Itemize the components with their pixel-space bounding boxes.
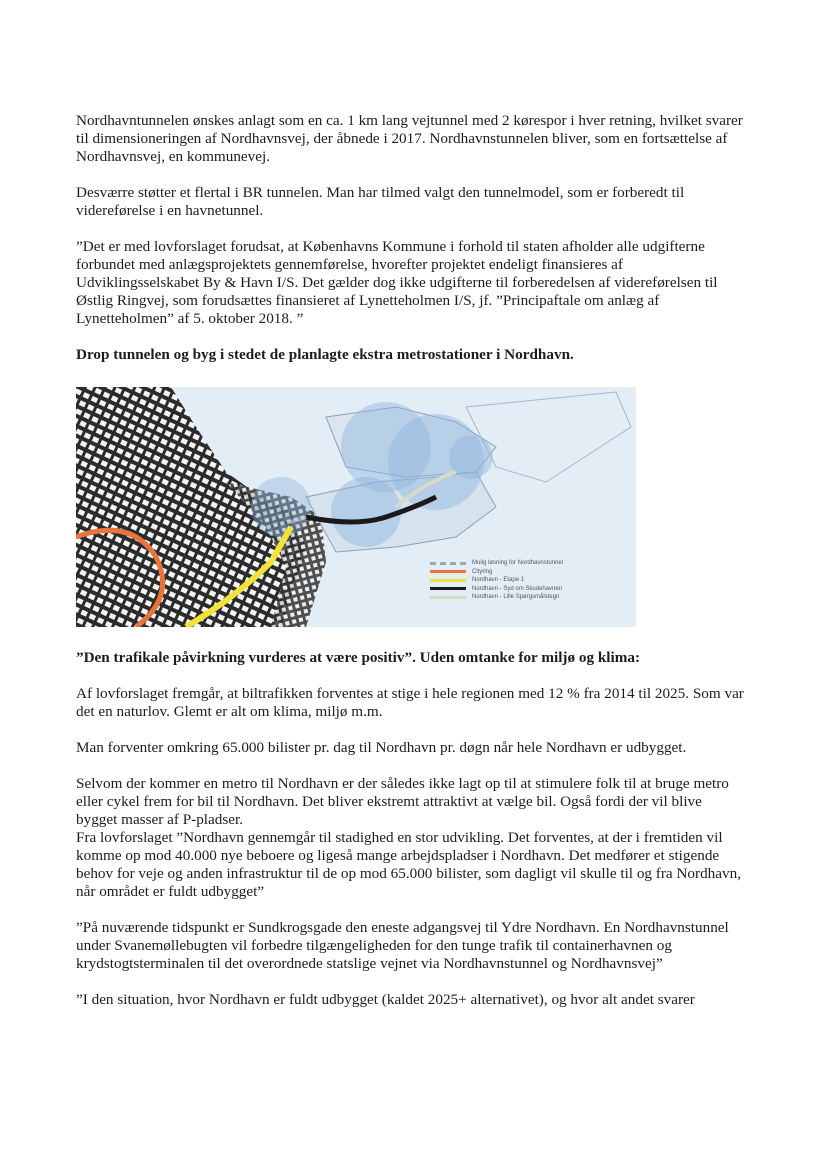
station-circle <box>331 477 401 547</box>
legend-swatch <box>430 562 466 565</box>
legend-item <box>430 593 563 602</box>
legend-swatch <box>430 587 466 590</box>
heading-drop-tunnel: Drop tunnelen og byg i stedet de planlagte ekstra metrostationer i Nordhavn. <box>76 346 574 363</box>
paragraph-daily-drivers: Man forventer omkring 65.000 bilister pr. dag til Nordhavn pr. døgn når hele Nordhavn er udbygget. <box>76 739 687 756</box>
legend-item <box>430 576 563 585</box>
map-legend <box>430 559 563 602</box>
paragraph-full-buildout: ”I den situation, hvor Nordhavn er fuldt udbygget (kaldet 2025+ alternativet), og hvor alt andet svarer <box>76 991 695 1008</box>
legend-item <box>430 568 563 577</box>
legend-item <box>430 559 563 568</box>
paragraph-tunnel-description: Nordhavntunnelen ønskes anlagt som en ca. 1 km lang vejtunnel med 2 kørespor i hver retning, hvilket svarer til dimensioneringen af Nordhavnsvej, der åbnede i 2017. Nordhavnstunnelen bliver, som en fortsættelse af Nordhavnsvej, en kommunevej. <box>76 112 743 165</box>
legend-label: Nordhavn - Lille Spørgsmålstegn <box>472 594 560 600</box>
legend-label: Mulig løsning for Nordhavnstunnel <box>472 560 564 566</box>
legend-swatch <box>430 570 466 573</box>
legend-label: Nordhavn - Etape 1 <box>472 577 525 583</box>
paragraph-development-quote: Fra lovforslaget ”Nordhavn gennemgår til stadighed en stor udvikling. Det forventes, at der i fremtiden vil komme op mod 40.000 nye beboere og ligeså mange arbejdspladser i Nordhavn. Det medfører et stigende behov for veje og anden infrastruktur til de op mod 65.000 bilister, som dagligt vil skulle til og fra Nordhavn, når området er fuldt udbygget” <box>76 829 741 900</box>
nordhavn-map-figure <box>76 387 636 627</box>
document-page <box>76 112 744 1027</box>
paragraph-financing-quote: ”Det er med lovforslaget forudsat, at Københavns Kommune i forhold til staten afholder alle udgifterne forbundet med anlægsprojektets gennemførelse, hvorefter projektet endeligt finansieres af Udviklingsselskabet By & Havn I/S. Det gælder dog ikke udgifterne til forberedelsen af videreførelsen til Østlig Ringvej, som forudsættes finansieret af Lynetteholmen I/S, jf. ”Principaftale om anlæg af Lynetteholmen” af 5. oktober 2018. ” <box>76 238 718 327</box>
legend-label: Cityring <box>472 568 493 575</box>
paragraph-metro-vs-car: Selvom der kommer en metro til Nordhavn er der således ikke lagt op til at stimulere folk til at bruge metro eller cykel frem for bil til Nordhavn. Det bliver ekstremt attraktivt at vælge bil. Også fordi der vil blive bygget masser af P-pladser. <box>76 775 729 828</box>
legend-item <box>430 585 563 594</box>
paragraph-majority-support: Desværre støtter et flertal i BR tunnelen. Man har tilmed valgt den tunnelmodel, som er forberedt til videreførelse i en havnetunnel. <box>76 184 685 219</box>
legend-label: Nordhavn - Syd om Skudehavnen <box>472 585 563 592</box>
heading-traffic-impact: ”Den trafikale påvirkning vurderes at være positiv”. Uden omtanke for miljø og klima: <box>76 649 641 666</box>
legend-swatch <box>430 579 466 582</box>
paragraph-access-road-quote: ”På nuværende tidspunkt er Sundkrogsgade den eneste adgangsvej til Ydre Nordhavn. En Nordhavnstunnel under Svanemøllebugten vil forbedre tilgængeligheden for den tunge trafik til containerhavnen og krydstogtsterminalen til det overordnede statslige vejnet via Nordhavnstunnel og Nordhavnsvej” <box>76 919 729 972</box>
station-circle <box>251 477 311 537</box>
paragraph-traffic-growth: Af lovforslaget fremgår, at biltrafikken forventes at stige i hele regionen med 12 % fra 2014 til 2025. Som var det en naturlov. Glemt er alt om klima, miljø m.m. <box>76 685 744 720</box>
legend-swatch <box>430 596 466 599</box>
